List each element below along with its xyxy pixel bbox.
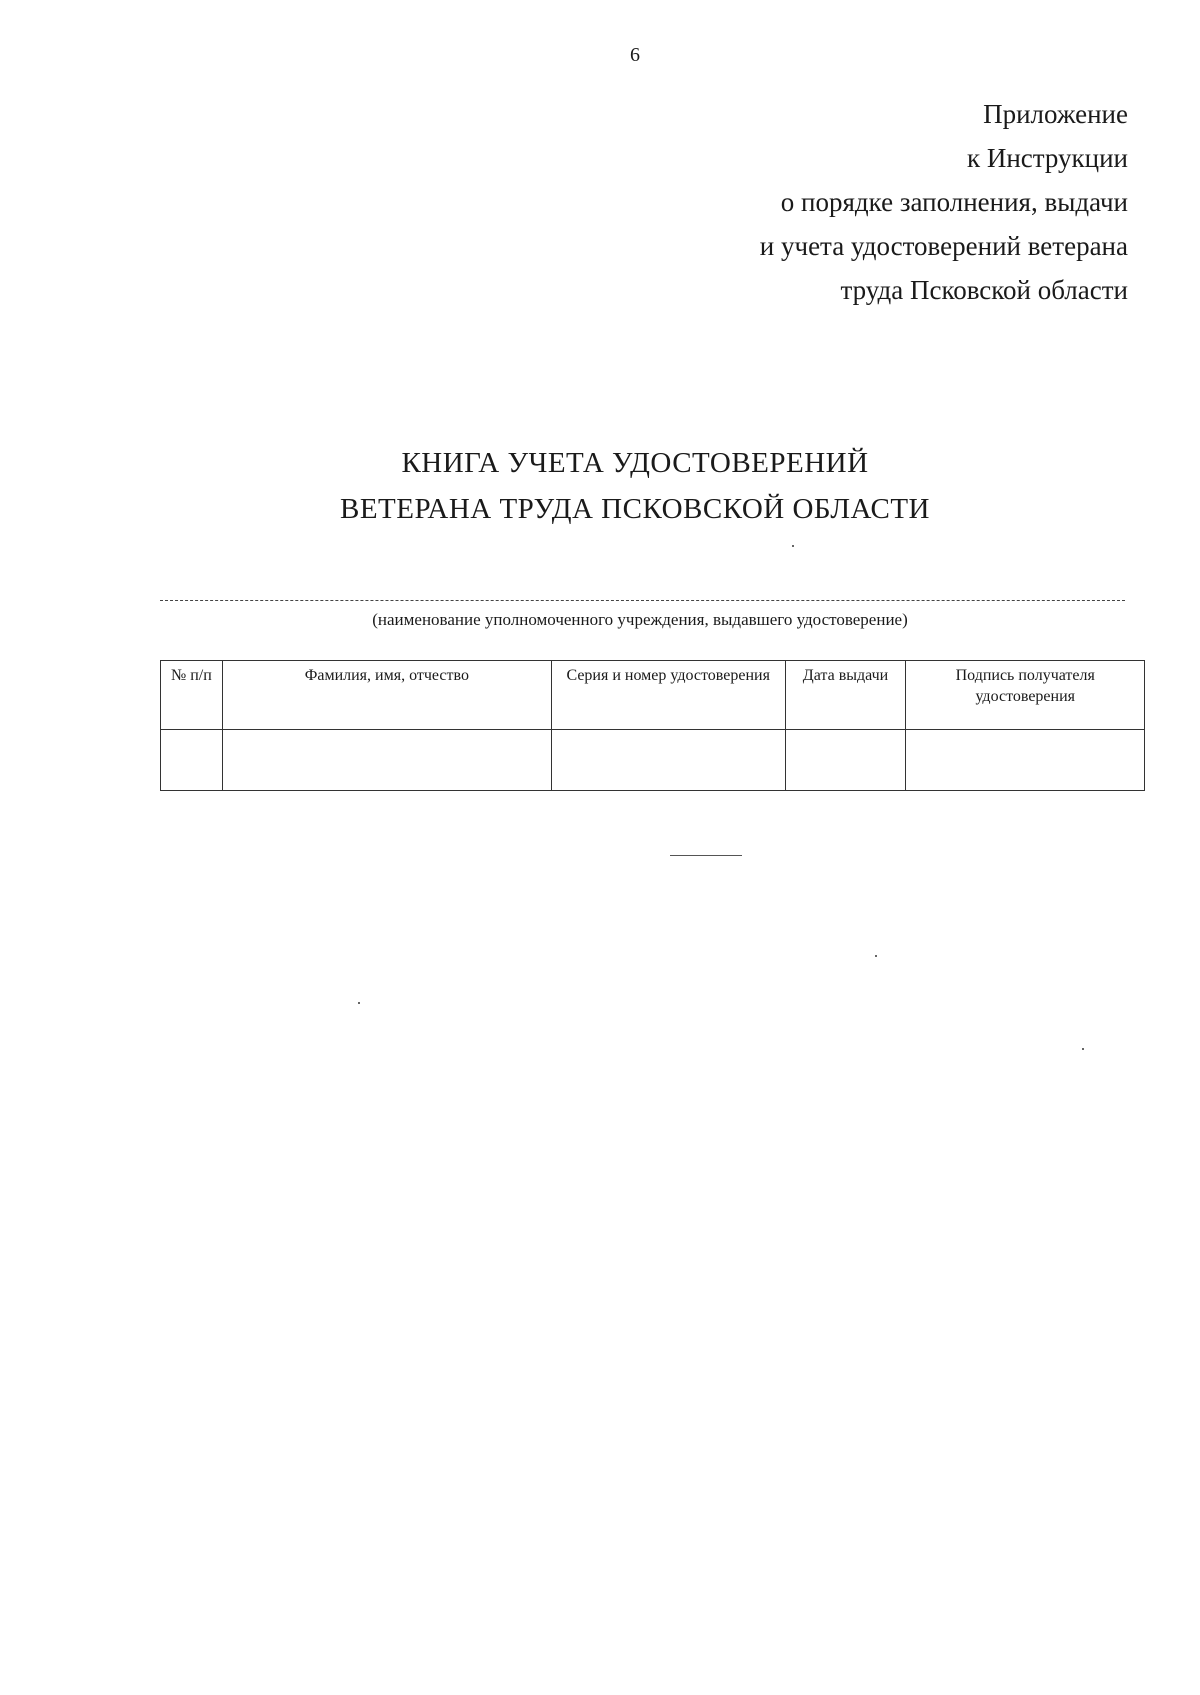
scan-speck [1082, 1048, 1084, 1050]
scan-mark [670, 855, 742, 856]
table-row [161, 730, 1145, 791]
scan-speck [792, 545, 794, 547]
table-header-row [161, 661, 1145, 730]
title-line-1: КНИГА УЧЕТА УДОСТОВЕРЕНИЙ [401, 447, 869, 479]
cell-signature [906, 730, 1145, 791]
document-title [0, 440, 1200, 532]
scan-speck [358, 1002, 360, 1004]
header-full-name: Фамилия, имя, отчество [222, 661, 551, 730]
appendix-line: о порядке заполнения, выдачи [780, 187, 1128, 217]
page-number: 6 [630, 44, 640, 66]
appendix-line: и учета удостоверений ветерана [759, 231, 1128, 261]
header-number: № п/п [161, 661, 223, 730]
cell-full-name [222, 730, 551, 791]
cell-series-number [551, 730, 785, 791]
register-table [160, 660, 1145, 791]
appendix-line: труда Псковской области [840, 275, 1128, 305]
header-signature: Подпись получателя удостоверения [906, 661, 1145, 730]
organization-caption: (наименование уполномоченного учреждения, выдавшего удостоверение) [372, 610, 908, 629]
cell-number [161, 730, 223, 791]
appendix-block [760, 92, 1128, 312]
scan-speck [875, 955, 877, 957]
cell-issue-date [785, 730, 906, 791]
header-series-number: Серия и номер удостоверения [551, 661, 785, 730]
appendix-line: к Инструкции [966, 143, 1128, 173]
header-issue-date: Дата выдачи [785, 661, 906, 730]
appendix-line: Приложение [983, 99, 1128, 129]
organization-name-line [160, 600, 1125, 601]
title-line-2: ВЕТЕРАНА ТРУДА ПСКОВСКОЙ ОБЛАСТИ [339, 493, 930, 525]
